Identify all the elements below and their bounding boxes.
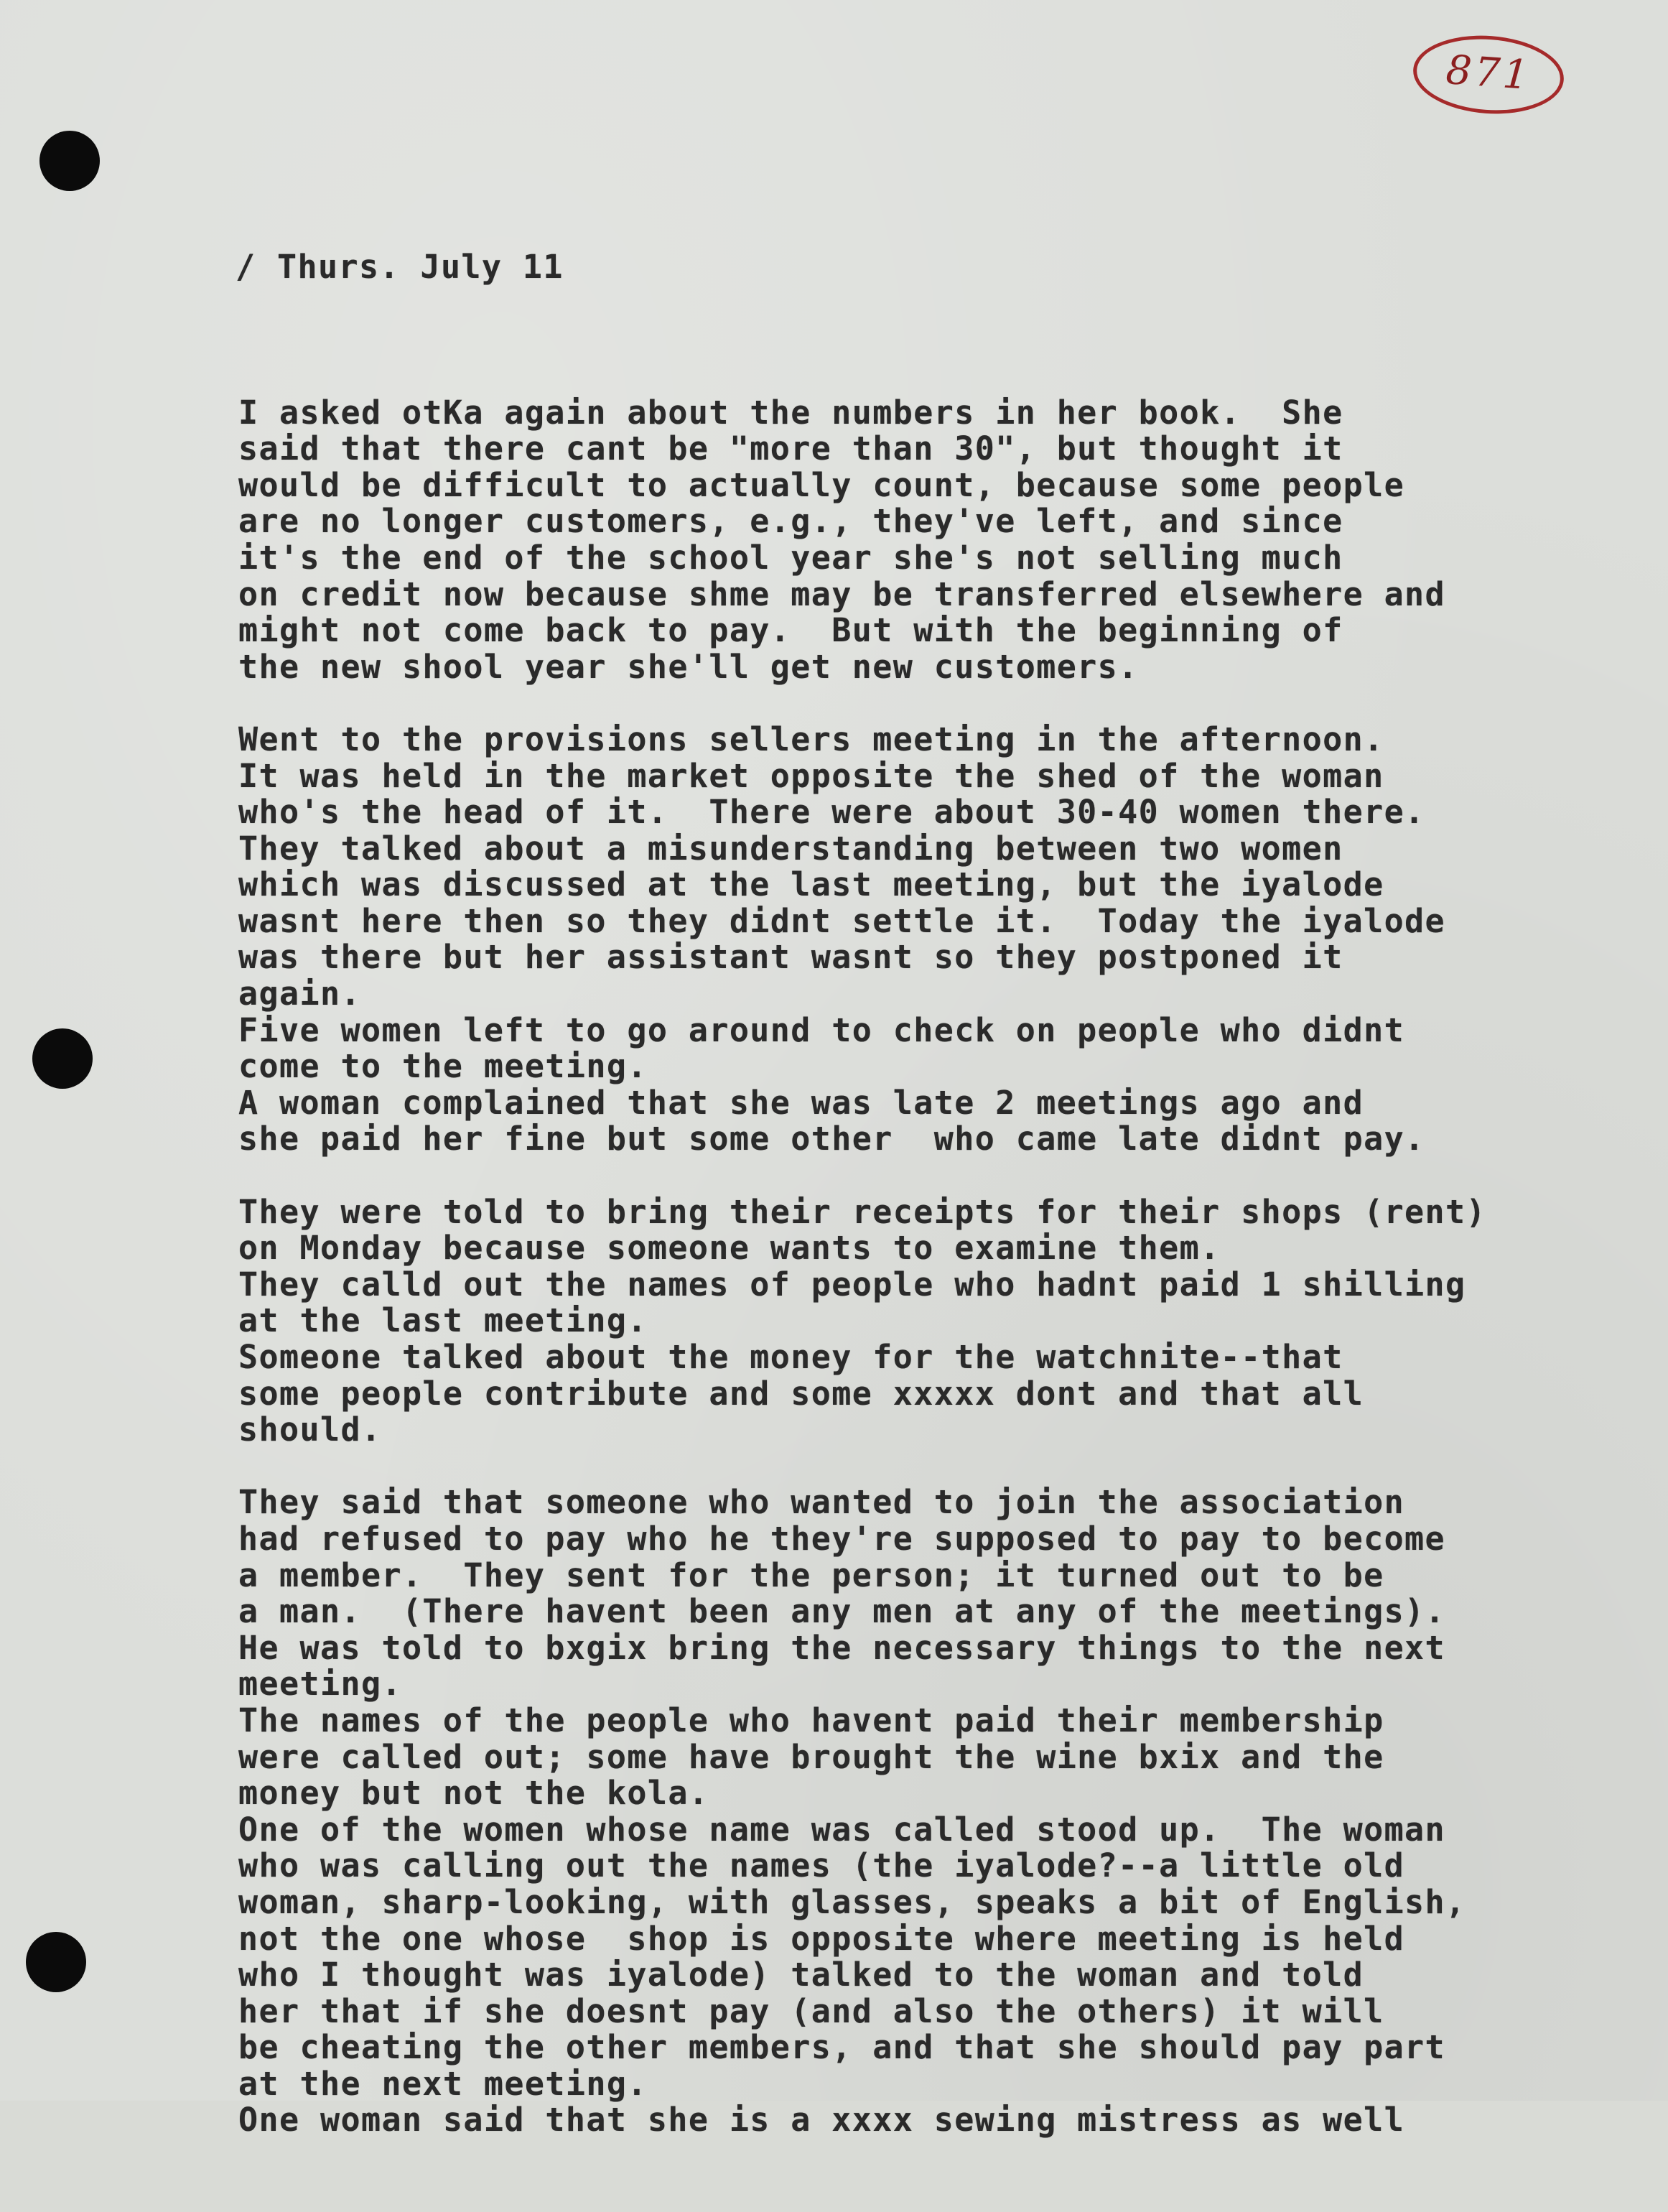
date-text: Thurs. July 11 [277,248,564,287]
typed-line: who's the head of it. There were about 30-40 women there. [238,793,1425,832]
typed-line: said that there cant be "more than 30", but thought it [238,429,1343,468]
typed-line: would be difficult to actually count, because some people [238,465,1405,504]
typed-line: wasnt here then so they didnt settle it. Today the iyalode [238,901,1446,940]
typed-line: who I thought was iyalode) talked to the woman and told [238,1956,1364,1994]
typed-line: again. [238,975,361,1013]
binder-hole-bottom [26,1932,86,1992]
folio-number-circle [1410,31,1566,118]
paragraph [238,395,1603,686]
typed-line: are no longer customers, e.g., they've left, and since [238,502,1343,541]
typed-line: They calld out the names of people who hadnt paid 1 shilling [238,1265,1466,1304]
typed-line: They were told to bring their receipts for their shops (rent) [238,1192,1487,1231]
notes-body [238,395,1603,2139]
typed-line: on Monday because someone wants to examine them. [238,1229,1221,1268]
typed-line: One woman said that she is a xxxx sewing mistress as well [238,2101,1405,2139]
paragraph [238,1484,1603,2139]
typed-line: The names of the people who havent paid their membership [238,1701,1384,1739]
typed-line: I asked otKa again about the numbers in her book. She [238,393,1343,432]
typed-notes [238,177,1603,2211]
typed-line: she paid her fine but some other who came late didnt pay. [238,1120,1425,1158]
typed-line: Went to the provisions sellers meeting in the afternoon. [238,720,1384,758]
binder-hole-top [39,131,100,191]
typed-line: some people contribute and some xxxxx dont and that all [238,1374,1364,1413]
check-mark: / [236,248,256,287]
paragraph-gap [238,1158,1603,1194]
typed-line: Someone talked about the money for the watchnite--that [238,1338,1343,1376]
typed-line: who was calling out the names (the iyalode?--a little old [238,1846,1405,1885]
date-line [238,249,1603,286]
paragraph [238,722,1603,1158]
typed-line: A woman complained that she was late 2 meetings ago and [238,1083,1364,1122]
typed-line: was there but her assistant wasnt so they postponed it [238,938,1343,977]
typed-line: They talked about a misunderstanding between two women [238,829,1343,868]
typed-line: it's the end of the school year she's not selling much [238,538,1343,577]
typed-line: had refused to pay who he they're supposed to pay to become [238,1519,1446,1558]
typed-line: were called out; some have brought the wine bxix and the [238,1737,1384,1776]
typed-line: a member. They sent for the person; it turned out to be [238,1556,1384,1594]
paragraph-gap [238,685,1603,722]
typed-line: Five women left to go around to check on people who didnt [238,1010,1405,1049]
typed-line: He was told to bxgix bring the necessary things to the next [238,1628,1446,1667]
typed-line: the new shool year she'll get new customers. [238,647,1139,686]
typed-line: should. [238,1411,382,1449]
typed-line: be cheating the other members, and that she should pay part [238,2028,1446,2067]
typed-line: at the last meeting. [238,1301,648,1340]
typed-line: her that if she doesnt pay (and also the others) it will [238,1992,1384,2030]
typed-line: meeting. [238,1665,402,1704]
typed-line: It was held in the market opposite the shed of the woman [238,756,1384,795]
typed-line: woman, sharp-looking, with glasses, speaks a bit of English, [238,1882,1466,1921]
typed-line: They said that someone who wanted to join the association [238,1483,1405,1522]
paragraph [238,1194,1603,1449]
typed-line: come to the meeting. [238,1047,648,1086]
folio-number: 871 [1444,46,1533,100]
paragraph-gap [238,1449,1603,1485]
typed-line: money but not the kola. [238,1774,709,1813]
typed-line: on credit now because shme may be transferred elsewhere and [238,575,1446,613]
typed-line: might not come back to pay. But with the beginning of [238,611,1343,650]
binder-hole-middle [32,1028,93,1089]
typed-line: which was discussed at the last meeting, but the iyalode [238,865,1384,904]
typed-line: One of the women whose name was called stood up. The woman [238,1810,1446,1849]
typed-line: not the one whose shop is opposite where meeting is held [238,1919,1405,1958]
typed-line: a man. (There havent been any men at any of the meetings). [238,1592,1446,1631]
typed-line: at the next meeting. [238,2064,648,2103]
